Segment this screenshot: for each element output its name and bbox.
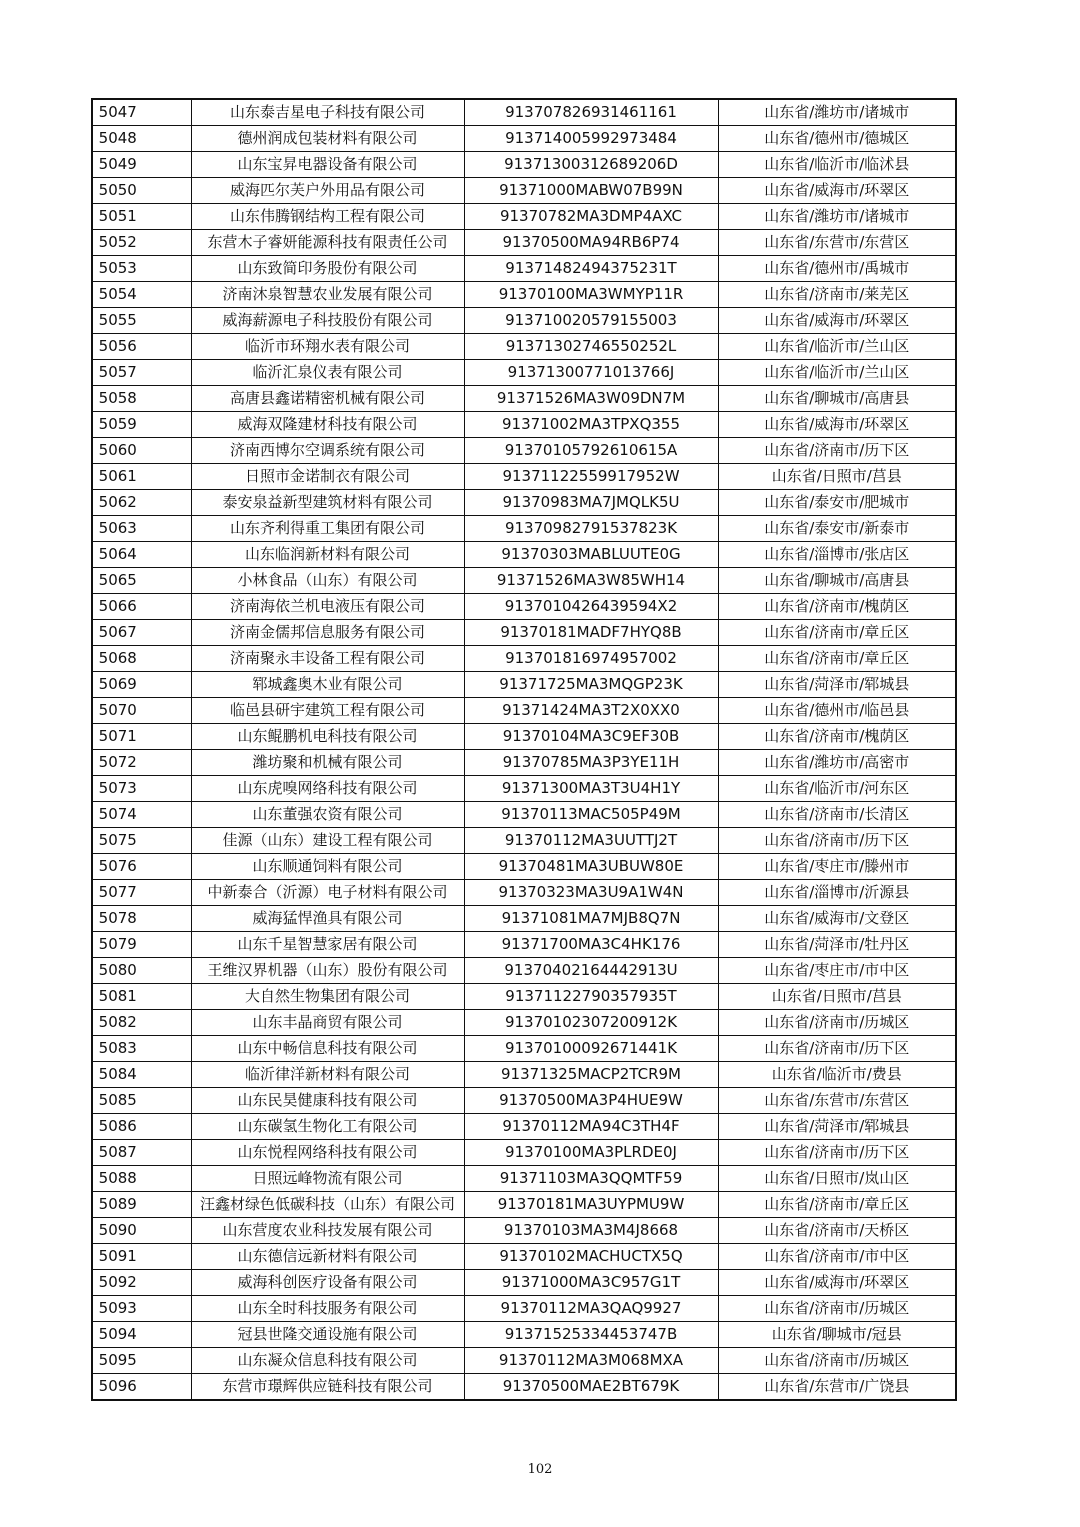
region: 山东省/潍坊市/高密市 (718, 750, 956, 776)
company-name: 山东德信远新材料有限公司 (191, 1244, 464, 1270)
company-name: 济南金儒邦信息服务有限公司 (191, 620, 464, 646)
region: 山东省/泰安市/肥城市 (718, 490, 956, 516)
region: 山东省/德州市/禹城市 (718, 256, 956, 282)
region: 山东省/济南市/槐荫区 (718, 724, 956, 750)
credit-code: 91371526MA3W09DN7M (464, 386, 718, 412)
region: 山东省/聊城市/冠县 (718, 1322, 956, 1348)
credit-code: 91370181MADF7HYQ8B (464, 620, 718, 646)
credit-code: 91371325MACP2TCR9M (464, 1062, 718, 1088)
company-name: 山东顺通饲料有限公司 (191, 854, 464, 880)
row-number: 5049 (92, 152, 191, 178)
company-name: 济南聚永丰设备工程有限公司 (191, 646, 464, 672)
region: 山东省/东营市/东营区 (718, 230, 956, 256)
table-row (92, 1062, 956, 1088)
table-row (92, 256, 956, 282)
credit-code: 91370112MA3UUTTJ2T (464, 828, 718, 854)
company-name: 山东虎嗅网络科技有限公司 (191, 776, 464, 802)
row-number: 5055 (92, 308, 191, 334)
credit-code: 91371000MABW07B99N (464, 178, 718, 204)
region: 山东省/济南市/市中区 (718, 1244, 956, 1270)
region: 山东省/济南市/历下区 (718, 1036, 956, 1062)
row-number: 5065 (92, 568, 191, 594)
credit-code: 91370112MA3QAQ9927 (464, 1296, 718, 1322)
credit-code: 91371002MA3TPXQ355 (464, 412, 718, 438)
region: 山东省/济南市/历城区 (718, 1348, 956, 1374)
credit-code: 91370103MA3M4J8668 (464, 1218, 718, 1244)
company-name: 山东碳氢生物化工有限公司 (191, 1114, 464, 1140)
credit-code: 9137010426439594X2 (464, 594, 718, 620)
table-row (92, 412, 956, 438)
row-number: 5085 (92, 1088, 191, 1114)
credit-code: 91370181MA3UYPMU9W (464, 1192, 718, 1218)
table-row (92, 646, 956, 672)
company-name: 中新泰合（沂源）电子材料有限公司 (191, 880, 464, 906)
region: 山东省/威海市/环翠区 (718, 412, 956, 438)
region: 山东省/临沂市/河东区 (718, 776, 956, 802)
credit-code: 91370500MAE2BT679K (464, 1374, 718, 1401)
company-name: 山东民昊健康科技有限公司 (191, 1088, 464, 1114)
table-row (92, 906, 956, 932)
table-row (92, 802, 956, 828)
table-row (92, 854, 956, 880)
region: 山东省/济南市/历下区 (718, 1140, 956, 1166)
credit-code: 91370785MA3P3YE11H (464, 750, 718, 776)
table-row (92, 724, 956, 750)
company-name: 冠县世隆交通设施有限公司 (191, 1322, 464, 1348)
credit-code: 91370104MA3C9EF30B (464, 724, 718, 750)
company-name: 潍坊聚和机械有限公司 (191, 750, 464, 776)
credit-code: 91370102MACHUCTX5Q (464, 1244, 718, 1270)
row-number: 5094 (92, 1322, 191, 1348)
row-number: 5076 (92, 854, 191, 880)
table-row (92, 308, 956, 334)
company-name: 济南西博尔空调系统有限公司 (191, 438, 464, 464)
company-name: 山东齐利得重工集团有限公司 (191, 516, 464, 542)
region: 山东省/威海市/环翠区 (718, 178, 956, 204)
credit-code: 913710020579155003 (464, 308, 718, 334)
company-name: 威海猛悍渔具有限公司 (191, 906, 464, 932)
company-name: 日照远峰物流有限公司 (191, 1166, 464, 1192)
table-row (92, 1192, 956, 1218)
company-name: 德州润成包装材料有限公司 (191, 126, 464, 152)
row-number: 5066 (92, 594, 191, 620)
company-name: 山东悦程网络科技有限公司 (191, 1140, 464, 1166)
credit-code: 91371302746550252L (464, 334, 718, 360)
row-number: 5093 (92, 1296, 191, 1322)
region: 山东省/临沂市/临沭县 (718, 152, 956, 178)
company-name: 山东全时科技服务有限公司 (191, 1296, 464, 1322)
row-number: 5054 (92, 282, 191, 308)
region: 山东省/威海市/环翠区 (718, 308, 956, 334)
table-row (92, 360, 956, 386)
region: 山东省/济南市/章丘区 (718, 646, 956, 672)
company-name: 济南沐泉智慧农业发展有限公司 (191, 282, 464, 308)
row-number: 5069 (92, 672, 191, 698)
region: 山东省/菏泽市/郓城县 (718, 672, 956, 698)
credit-code: 91370402164442913U (464, 958, 718, 984)
credit-code: 91371725MA3MQGP23K (464, 672, 718, 698)
table-row (92, 750, 956, 776)
table-row (92, 1010, 956, 1036)
company-name: 山东中畅信息科技有限公司 (191, 1036, 464, 1062)
credit-code: 91370782MA3DMP4AXC (464, 204, 718, 230)
credit-code: 91371525334453747B (464, 1322, 718, 1348)
company-name: 山东董强农资有限公司 (191, 802, 464, 828)
row-number: 5058 (92, 386, 191, 412)
credit-code: 91370500MA94RB6P74 (464, 230, 718, 256)
region: 山东省/日照市/莒县 (718, 984, 956, 1010)
region: 山东省/济南市/历下区 (718, 828, 956, 854)
row-number: 5053 (92, 256, 191, 282)
company-name: 济南海依兰机电液压有限公司 (191, 594, 464, 620)
credit-code: 91371482494375231T (464, 256, 718, 282)
table-row (92, 672, 956, 698)
credit-code: 91370113MAC505P49M (464, 802, 718, 828)
company-name: 大自然生物集团有限公司 (191, 984, 464, 1010)
company-name: 山东凝众信息科技有限公司 (191, 1348, 464, 1374)
row-number: 5081 (92, 984, 191, 1010)
region: 山东省/日照市/岚山区 (718, 1166, 956, 1192)
credit-code: 91371122790357935T (464, 984, 718, 1010)
row-number: 5096 (92, 1374, 191, 1401)
region: 山东省/东营市/广饶县 (718, 1374, 956, 1401)
table-row (92, 152, 956, 178)
table-row (92, 204, 956, 230)
company-name: 山东伟腾钢结构工程有限公司 (191, 204, 464, 230)
row-number: 5078 (92, 906, 191, 932)
table-row (92, 1218, 956, 1244)
table-row (92, 334, 956, 360)
row-number: 5059 (92, 412, 191, 438)
region: 山东省/枣庄市/市中区 (718, 958, 956, 984)
row-number: 5083 (92, 1036, 191, 1062)
row-number: 5079 (92, 932, 191, 958)
region: 山东省/济南市/历下区 (718, 438, 956, 464)
credit-code: 913701816974957002 (464, 646, 718, 672)
row-number: 5077 (92, 880, 191, 906)
credit-code: 91370982791537823K (464, 516, 718, 542)
table-row (92, 438, 956, 464)
row-number: 5088 (92, 1166, 191, 1192)
credit-code: 91370102307200912K (464, 1010, 718, 1036)
row-number: 5056 (92, 334, 191, 360)
region: 山东省/潍坊市/诸城市 (718, 99, 956, 126)
table-row (92, 1348, 956, 1374)
company-name: 泰安泉益新型建筑材料有限公司 (191, 490, 464, 516)
table-row (92, 1140, 956, 1166)
region: 山东省/聊城市/高唐县 (718, 386, 956, 412)
table-row (92, 880, 956, 906)
region: 山东省/威海市/文登区 (718, 906, 956, 932)
region: 山东省/济南市/天桥区 (718, 1218, 956, 1244)
company-name: 东营市璟辉供应链科技有限公司 (191, 1374, 464, 1401)
table-row (92, 542, 956, 568)
company-name: 山东鲲鹏机电科技有限公司 (191, 724, 464, 750)
region: 山东省/济南市/长清区 (718, 802, 956, 828)
row-number: 5061 (92, 464, 191, 490)
region: 山东省/淄博市/张店区 (718, 542, 956, 568)
region: 山东省/菏泽市/牡丹区 (718, 932, 956, 958)
credit-code: 91370105792610615A (464, 438, 718, 464)
region: 山东省/东营市/东营区 (718, 1088, 956, 1114)
row-number: 5092 (92, 1270, 191, 1296)
credit-code: 91371700MA3C4HK176 (464, 932, 718, 958)
table-row (92, 230, 956, 256)
row-number: 5087 (92, 1140, 191, 1166)
region: 山东省/临沂市/兰山区 (718, 334, 956, 360)
company-name: 日照市金诺制衣有限公司 (191, 464, 464, 490)
region: 山东省/济南市/章丘区 (718, 1192, 956, 1218)
region: 山东省/济南市/历城区 (718, 1296, 956, 1322)
credit-code: 91370112MA94C3TH4F (464, 1114, 718, 1140)
credit-code: 91370100MA3PLRDE0J (464, 1140, 718, 1166)
credit-code: 91371103MA3QQMTF59 (464, 1166, 718, 1192)
table-row (92, 1036, 956, 1062)
credit-code: 91370481MA3UBUW80E (464, 854, 718, 880)
credit-code: 91370303MABLUUTE0G (464, 542, 718, 568)
table-row (92, 776, 956, 802)
credit-code: 91371526MA3W85WH14 (464, 568, 718, 594)
credit-code: 91370323MA3U9A1W4N (464, 880, 718, 906)
credit-code: 91370500MA3P4HUE9W (464, 1088, 718, 1114)
credit-code: 91371300MA3T3U4H1Y (464, 776, 718, 802)
table-row (92, 1166, 956, 1192)
company-name: 临邑县研宇建筑工程有限公司 (191, 698, 464, 724)
region: 山东省/济南市/槐荫区 (718, 594, 956, 620)
credit-code: 91370112MA3M068MXA (464, 1348, 718, 1374)
credit-code: 913707826931461161 (464, 99, 718, 126)
credit-code: 913714005992973484 (464, 126, 718, 152)
row-number: 5075 (92, 828, 191, 854)
company-name: 山东宝昇电器设备有限公司 (191, 152, 464, 178)
credit-code: 91370100092671441K (464, 1036, 718, 1062)
row-number: 5080 (92, 958, 191, 984)
table-row (92, 386, 956, 412)
company-name: 王维汉界机器（山东）股份有限公司 (191, 958, 464, 984)
company-name: 山东泰吉星电子科技有限公司 (191, 99, 464, 126)
company-name: 小林食品（山东）有限公司 (191, 568, 464, 594)
table-row (92, 490, 956, 516)
company-name: 郓城鑫奥木业有限公司 (191, 672, 464, 698)
credit-code: 91371000MA3C957G1T (464, 1270, 718, 1296)
region: 山东省/淄博市/沂源县 (718, 880, 956, 906)
credit-code: 91371424MA3T2X0XX0 (464, 698, 718, 724)
region: 山东省/日照市/莒县 (718, 464, 956, 490)
company-name: 威海双隆建材科技有限公司 (191, 412, 464, 438)
region: 山东省/德州市/德城区 (718, 126, 956, 152)
row-number: 5091 (92, 1244, 191, 1270)
company-name: 东营木子睿妍能源科技有限责任公司 (191, 230, 464, 256)
table-row (92, 984, 956, 1010)
region: 山东省/潍坊市/诸城市 (718, 204, 956, 230)
company-name: 威海匹尔芙户外用品有限公司 (191, 178, 464, 204)
table-row (92, 1244, 956, 1270)
company-name: 临沂市环翔水表有限公司 (191, 334, 464, 360)
credit-code: 91370100MA3WMYP11R (464, 282, 718, 308)
page-number: 102 (527, 1462, 553, 1477)
region: 山东省/泰安市/新泰市 (718, 516, 956, 542)
region: 山东省/德州市/临邑县 (718, 698, 956, 724)
company-name: 山东千星智慧家居有限公司 (191, 932, 464, 958)
table-row (92, 594, 956, 620)
row-number: 5073 (92, 776, 191, 802)
company-name: 山东致简印务股份有限公司 (191, 256, 464, 282)
row-number: 5048 (92, 126, 191, 152)
row-number: 5070 (92, 698, 191, 724)
table-row (92, 1322, 956, 1348)
row-number: 5084 (92, 1062, 191, 1088)
table-row (92, 516, 956, 542)
table-body (92, 99, 956, 1400)
company-name: 临沂律洋新材料有限公司 (191, 1062, 464, 1088)
table-row (92, 958, 956, 984)
table-row (92, 698, 956, 724)
region: 山东省/菏泽市/郓城县 (718, 1114, 956, 1140)
company-name: 汪鑫材绿色低碳科技（山东）有限公司 (191, 1192, 464, 1218)
row-number: 5089 (92, 1192, 191, 1218)
region: 山东省/临沂市/兰山区 (718, 360, 956, 386)
credit-code: 91371081MA7MJB8Q7N (464, 906, 718, 932)
credit-code: 91370983MA7JMQLK5U (464, 490, 718, 516)
region: 山东省/临沂市/费县 (718, 1062, 956, 1088)
region: 山东省/聊城市/高唐县 (718, 568, 956, 594)
row-number: 5068 (92, 646, 191, 672)
region: 山东省/枣庄市/滕州市 (718, 854, 956, 880)
row-number: 5062 (92, 490, 191, 516)
row-number: 5063 (92, 516, 191, 542)
table-row (92, 828, 956, 854)
table-row (92, 1088, 956, 1114)
company-name: 佳源（山东）建设工程有限公司 (191, 828, 464, 854)
table-row (92, 620, 956, 646)
row-number: 5090 (92, 1218, 191, 1244)
row-number: 5072 (92, 750, 191, 776)
row-number: 5047 (92, 99, 191, 126)
table-row (92, 568, 956, 594)
table-row (92, 1114, 956, 1140)
company-list-table (91, 98, 957, 1401)
row-number: 5051 (92, 204, 191, 230)
company-name: 山东临润新材料有限公司 (191, 542, 464, 568)
row-number: 5064 (92, 542, 191, 568)
table-row (92, 178, 956, 204)
region: 山东省/济南市/历城区 (718, 1010, 956, 1036)
region: 山东省/威海市/环翠区 (718, 1270, 956, 1296)
table-row (92, 464, 956, 490)
region: 山东省/济南市/章丘区 (718, 620, 956, 646)
table-row (92, 99, 956, 126)
row-number: 5057 (92, 360, 191, 386)
table-row (92, 932, 956, 958)
company-name: 威海薪源电子科技股份有限公司 (191, 308, 464, 334)
row-number: 5067 (92, 620, 191, 646)
row-number: 5074 (92, 802, 191, 828)
table-row (92, 1270, 956, 1296)
company-name: 高唐县鑫诺精密机械有限公司 (191, 386, 464, 412)
table-row (92, 1296, 956, 1322)
table-row (92, 1374, 956, 1401)
row-number: 5086 (92, 1114, 191, 1140)
company-name: 临沂汇泉仪表有限公司 (191, 360, 464, 386)
company-name: 山东丰晶商贸有限公司 (191, 1010, 464, 1036)
company-name: 威海科创医疗设备有限公司 (191, 1270, 464, 1296)
credit-code: 91371122559917952W (464, 464, 718, 490)
table-row (92, 282, 956, 308)
credit-code: 91371300771013766J (464, 360, 718, 386)
table-row (92, 126, 956, 152)
row-number: 5071 (92, 724, 191, 750)
row-number: 5052 (92, 230, 191, 256)
credit-code: 91371300312689206D (464, 152, 718, 178)
company-name: 山东营度农业科技发展有限公司 (191, 1218, 464, 1244)
region: 山东省/济南市/莱芜区 (718, 282, 956, 308)
row-number: 5050 (92, 178, 191, 204)
row-number: 5060 (92, 438, 191, 464)
row-number: 5082 (92, 1010, 191, 1036)
row-number: 5095 (92, 1348, 191, 1374)
